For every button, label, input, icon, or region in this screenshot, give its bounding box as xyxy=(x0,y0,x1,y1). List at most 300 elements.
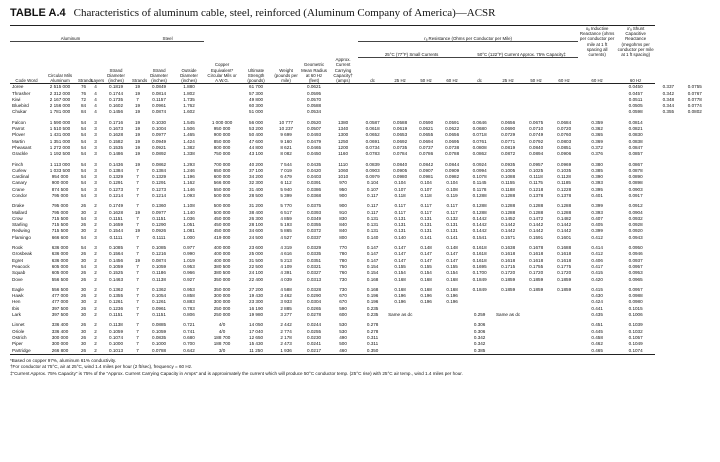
table-cell: 7 xyxy=(136,186,139,192)
table-cell: 3 xyxy=(94,132,97,138)
table-cell: 0.0450 xyxy=(628,84,643,90)
table-cell: 12 650 xyxy=(249,334,264,340)
table-cell: 0.1442 xyxy=(557,222,572,228)
table-cell: 0.1151 xyxy=(109,215,123,221)
header-current-capacity: Approx. Current Carrying Capacity† (amps) xyxy=(328,57,358,84)
table-cell: 3 xyxy=(94,192,97,198)
table-cell: 26 xyxy=(80,334,87,340)
table-cell xyxy=(358,84,387,91)
table-cell: 19 xyxy=(134,228,141,234)
table-cell: 0.196 xyxy=(420,299,432,305)
table-cell: 0.0737 xyxy=(419,144,434,150)
table-cell: 3 xyxy=(94,119,97,125)
table-cell: 0.147 xyxy=(420,251,432,257)
table-cell: 0.0857 xyxy=(628,151,643,157)
table-cell xyxy=(494,348,522,355)
table-cell: 0.1145 xyxy=(472,180,487,186)
table-cell: 419 000 xyxy=(213,234,231,240)
table-cell: 0.0802 xyxy=(687,109,702,115)
table-cell: 0.0735 xyxy=(393,144,408,150)
table-cell: 0.1775 xyxy=(557,263,572,269)
table-cell: 0.0921 xyxy=(152,144,167,150)
table-cell: 19 430 xyxy=(249,293,264,299)
table-cell: 950 000 xyxy=(213,126,231,132)
table-cell: 6 479 xyxy=(280,174,292,180)
table-cell: 57 300 xyxy=(249,90,264,96)
table-cell: 0.0351 xyxy=(307,257,322,263)
table-cell: 7 xyxy=(136,334,139,340)
table-cell: 0.1186 xyxy=(152,270,166,276)
table-cell: 0.1591 xyxy=(529,234,544,240)
table-cell: 6 112 xyxy=(280,180,292,186)
table-cell: 19 xyxy=(134,151,141,157)
table-cell: 0.405 xyxy=(591,222,603,228)
code-word-cell: Pheasant xyxy=(12,144,32,150)
table-cell: 28 100 xyxy=(249,222,264,228)
table-cell: 54 xyxy=(80,234,87,240)
table-cell: 0.0241 xyxy=(307,341,322,347)
table-cell: 1.735 xyxy=(183,96,195,102)
table-cell: 30 xyxy=(80,286,87,292)
table-cell: 0.131 xyxy=(446,228,458,234)
table-cell: 4 xyxy=(94,109,97,115)
table-cell: 0.1618 xyxy=(501,257,516,263)
table-cell: 0.0874 xyxy=(152,109,167,115)
table-cell: 550 000 xyxy=(213,186,231,192)
table-cell: 0.0808 xyxy=(472,144,487,150)
table-cell: 72 xyxy=(80,96,87,102)
table-cell: 0.147 xyxy=(394,251,406,257)
table-cell: 900 xyxy=(339,192,347,198)
table-cell: 0.0898 xyxy=(628,180,643,186)
table-cell: 7 xyxy=(136,192,139,198)
table-cell: 19 xyxy=(134,138,141,144)
table-cell: 0.1442 xyxy=(501,228,516,234)
table-cell: 250 000 xyxy=(213,312,231,318)
table-cell: 0.741 xyxy=(183,328,195,334)
table-cell: 0.1118 xyxy=(529,174,543,180)
table-cell: 0.1442 xyxy=(557,228,572,234)
table-cell: 0.0803 xyxy=(557,138,572,144)
table-cell: 0.376 xyxy=(591,151,603,157)
table-cell: 0.1436 xyxy=(108,161,124,167)
table-cell: 0.412 xyxy=(591,234,603,240)
steel-group-header: Steel xyxy=(131,26,204,42)
table-cell: 19 xyxy=(134,144,141,150)
table-cell: 0.0953 xyxy=(628,270,643,276)
table-cell: 1.108 xyxy=(183,203,195,209)
table-cell: 840 xyxy=(339,228,347,234)
table-cell: 0.1288 xyxy=(501,192,516,198)
table-cell: 0.1442 xyxy=(501,222,516,228)
table-cell: 400 000 xyxy=(213,251,231,257)
table-cell: 0.0337 xyxy=(307,234,322,240)
table-cell: 0.1175 xyxy=(529,180,543,186)
code-word-cell: Thrasher xyxy=(12,90,31,96)
table-cell: 900 000 xyxy=(213,132,231,138)
table-cell: 450 000 xyxy=(213,228,231,234)
table-cell: 28 500 xyxy=(249,192,264,198)
table-row xyxy=(10,158,708,168)
table-cell: 0.1185 xyxy=(557,180,571,186)
table-cell: 5 865 xyxy=(280,228,292,234)
table-cell: 7 xyxy=(136,270,139,276)
table-cell: 0.0619 xyxy=(393,126,408,132)
code-word-cell: Parrot xyxy=(12,126,25,132)
table-cell: 3 xyxy=(94,167,97,173)
table-cell: 1 272 000 xyxy=(49,144,71,150)
table-cell: 556 500 xyxy=(51,286,69,292)
table-cell: 0.1618 xyxy=(529,257,544,263)
header-st-strand-diameter: Strand Diameter (inches) xyxy=(144,57,174,84)
table-cell: 0.131 xyxy=(420,222,432,228)
table-cell: 0.858 xyxy=(183,293,195,299)
table-cell: 8 082 xyxy=(280,151,292,157)
table-cell: 0.1155 xyxy=(501,180,515,186)
table-cell: 4 588 xyxy=(280,286,292,292)
table-cell: 0.1819 xyxy=(108,84,124,90)
table-cell: 7 xyxy=(136,245,139,251)
table-cell: 0.0734 xyxy=(365,144,380,150)
table-cell: 0.359 xyxy=(591,119,603,125)
table-cell: 0.355 xyxy=(662,109,675,115)
table-cell: 3 xyxy=(94,144,97,150)
table-cell: 2 774 xyxy=(280,328,292,334)
table-cell: 910 xyxy=(339,209,347,215)
table-cell: 0.196 xyxy=(394,293,406,299)
table-cell: 0.0821 xyxy=(628,126,643,132)
table-cell: 0.0907 xyxy=(419,167,434,173)
table-cell: 0.0595 xyxy=(307,90,322,96)
table-cell: 54 xyxy=(80,245,87,251)
table-cell xyxy=(494,84,522,91)
code-word-cell: Cardinal xyxy=(12,174,30,180)
table-cell: 0.0349 xyxy=(307,215,322,221)
code-word-cell: Redwing xyxy=(12,228,30,234)
table-cell: 0.0890 xyxy=(628,174,643,180)
table-cell: 0.1000 xyxy=(108,341,124,347)
table-cell: 3/0 xyxy=(204,348,240,355)
table-cell: 3 xyxy=(94,186,97,192)
code-word-cell: Mallard xyxy=(12,209,28,215)
table-cell: 2 xyxy=(94,228,97,234)
table-cell: 0.0507 xyxy=(307,126,322,132)
table-cell: 0.1059 xyxy=(152,328,167,334)
code-word-cell: Plover xyxy=(12,132,26,138)
table-cell: 0.1214 xyxy=(108,192,124,198)
table-cell: 600 xyxy=(339,312,347,318)
table-cell: 7 xyxy=(136,312,139,318)
table-cell: 31 400 xyxy=(249,186,264,192)
table-cell: 0.0814 xyxy=(628,119,643,125)
table-cell: 0.1138 xyxy=(152,276,166,282)
table-cell: 0.0950 xyxy=(628,245,643,251)
table-cell: 0.0217 xyxy=(300,348,328,355)
table-cell: 0.462 xyxy=(591,341,603,347)
table-cell: 0.0520 xyxy=(307,119,322,125)
table-cell: 0.721 xyxy=(183,322,195,328)
table-cell: 0.0878 xyxy=(628,167,643,173)
table-cell: 0.148 xyxy=(420,245,432,251)
table-cell: 0.0327 xyxy=(307,270,322,276)
code-word-cell: Piper xyxy=(12,341,23,347)
table-cell: 715 500 xyxy=(51,222,69,228)
table-cell: 0.0695 xyxy=(445,138,460,144)
table-cell: 0.0969 xyxy=(557,161,572,167)
table-cell: 0.0844 xyxy=(445,161,460,167)
table-cell: 26 xyxy=(80,222,87,228)
code-word-cell: Chukar xyxy=(12,109,27,115)
table-cell: 0.147 xyxy=(394,245,406,251)
table-cell: 1300 xyxy=(337,132,349,138)
table-cell: 0.1628 xyxy=(108,132,124,138)
table-cell: 26 xyxy=(77,348,90,355)
table-cell: 7 xyxy=(136,180,139,186)
table-cell: 0.0329 xyxy=(307,245,322,251)
table-row xyxy=(10,348,708,355)
table-cell: 2 xyxy=(90,348,101,355)
table-cell: 26 xyxy=(80,305,87,311)
table-cell: 0.0977 xyxy=(152,209,167,215)
table-cell: 22 400 xyxy=(249,276,264,282)
table-cell: 4 xyxy=(94,96,97,102)
table-cell: 700 000 xyxy=(213,161,231,167)
code-word-cell: Flamingo xyxy=(12,234,31,240)
table-cell: 0.147 xyxy=(420,257,432,263)
table-cell: 0.0290 xyxy=(307,293,322,299)
header-al-strand-diameter: Strand Diameter (inches) xyxy=(101,57,131,84)
table-cell: 0.1059 xyxy=(108,328,124,334)
table-cell: 7 xyxy=(136,276,139,282)
code-word-cell: Drake xyxy=(12,203,25,209)
table-cell: 0.0849 xyxy=(152,84,167,90)
table-cell: 477 000 xyxy=(51,293,69,299)
table-cell: 715 500 xyxy=(51,228,69,234)
table-cell: 490 xyxy=(339,334,347,340)
table-cell: 0.0961 xyxy=(152,305,167,311)
table-cell: 0.1378 xyxy=(529,192,544,198)
table-cell: 0.401 xyxy=(591,192,603,198)
table-cell: 0.1329 xyxy=(108,174,124,180)
table-cell: 0.196 xyxy=(366,293,379,299)
table-cell: 0.118 xyxy=(394,192,406,198)
table-cell: 566 000 xyxy=(213,180,231,186)
table-cell xyxy=(578,84,616,91)
table-cell: 0.424 xyxy=(591,299,603,305)
code-word-cell: Grackle xyxy=(12,151,28,157)
table-cell: 0.1360 xyxy=(152,203,167,209)
table-cell: 0.235 xyxy=(366,305,379,311)
table-cell: 7 xyxy=(136,203,139,209)
table-cell: 0.0680 xyxy=(472,126,487,132)
table-cell: 0.1015 xyxy=(628,305,643,311)
table-cell: 4/0 xyxy=(218,328,226,334)
table-cell: 2 xyxy=(94,209,97,215)
table-cell: 1.880 xyxy=(183,84,195,90)
table-cell: 0.953 xyxy=(183,286,195,292)
table-cell xyxy=(328,84,358,91)
table-cell: 0.141 xyxy=(446,234,458,240)
table-row xyxy=(10,241,708,251)
table-cell: 2 885 xyxy=(280,305,292,311)
table-cell: 840 xyxy=(339,222,347,228)
table-cell: 19 xyxy=(134,119,141,125)
table-cell: 0.1138 xyxy=(109,322,123,328)
table-cell: 0.1214 xyxy=(152,192,167,198)
table-cell: 0.0335 xyxy=(307,251,322,257)
table-cell: 0.1288 xyxy=(529,209,544,215)
table-cell: 51 000 xyxy=(249,109,264,115)
table-cell: 0.1290 xyxy=(152,222,167,228)
table-row xyxy=(10,283,708,293)
table-cell: 0.168 xyxy=(420,276,432,282)
table-cell: 19 xyxy=(134,126,141,132)
table-cell: 0.393 xyxy=(591,180,603,186)
table-cell: 1 033 500 xyxy=(49,167,71,173)
table-cell: 0.1849 xyxy=(472,276,487,282)
table-cell: 0.0949 xyxy=(152,138,167,144)
table-cell: 0.1659 xyxy=(108,222,124,228)
table-cell: 0.0368 xyxy=(307,192,322,198)
table-cell: 0.0904 xyxy=(628,209,643,215)
table-cell: 0.1006 xyxy=(628,312,643,318)
table-cell: 0.0420 xyxy=(307,167,322,173)
code-word-cell: Martin xyxy=(12,138,25,144)
table-cell: 266 800 xyxy=(43,348,77,355)
table-cell: 0.0692 xyxy=(393,138,408,144)
table-cell: 0.0980 xyxy=(393,174,408,180)
header-al-strands: Strands xyxy=(77,57,90,84)
table-cell: 11 250 xyxy=(240,348,272,355)
table-cell: 1.036 xyxy=(183,215,195,221)
table-cell: 0.117 xyxy=(367,209,379,215)
table-cell xyxy=(550,84,578,91)
table-cell xyxy=(465,84,494,91)
table-cell: 0.1849 xyxy=(472,286,487,292)
table-cell: 0.0622 xyxy=(445,126,460,132)
table-cell: 0.417 xyxy=(591,263,603,269)
table-cell: 0.1288 xyxy=(557,209,572,215)
table-cell: 795 000 xyxy=(51,203,69,209)
table-cell: 26 300 xyxy=(249,215,264,221)
table-cell: 0.412 xyxy=(591,251,603,257)
table-cell: 800 000 xyxy=(213,144,231,150)
code-word-cell: Peacock xyxy=(12,263,30,269)
table-cell: 54 xyxy=(80,151,87,157)
table-cell: 400 000 xyxy=(213,257,231,263)
table-cell: 0.306 xyxy=(473,328,486,334)
table-cell: 0.1288 xyxy=(557,203,572,209)
table-cell: 2 xyxy=(94,312,97,318)
table-cell: 0.147 xyxy=(366,251,379,257)
table-cell: 0.0465 xyxy=(307,144,322,150)
header-weight: Weight (pounds per mile) xyxy=(272,57,300,84)
table-cell: Same as dc xyxy=(388,312,413,318)
table-cell: 0.0977 xyxy=(152,132,167,138)
table-cell: 0.0375 xyxy=(307,203,322,209)
table-cell: 19 xyxy=(134,132,141,138)
table-cell: 2 xyxy=(94,222,97,228)
table-cell: 850 000 xyxy=(213,138,231,144)
table-cell: 670 xyxy=(339,299,347,305)
table-cell: 0.927 xyxy=(183,276,195,282)
table-cell: 0.107 xyxy=(420,186,432,192)
table-cell: 0.415 xyxy=(591,286,603,292)
inductive-reactance-header: xₐ Inductive Reactance (ohms per conductor per mile at 1 ft spacing all currents) xyxy=(579,26,615,58)
table-cell: 47 600 xyxy=(249,138,264,144)
table-cell: 900 000 xyxy=(51,180,69,186)
table-cell: 0.147 xyxy=(446,257,458,263)
approx-capacity-header: 50°C (122°F) Current Approx. 75% Capacity‡ xyxy=(465,41,578,57)
table-cell: 30 xyxy=(80,341,87,347)
table-cell: 0.0840 xyxy=(393,161,408,167)
table-cell: 874 500 xyxy=(51,186,69,192)
table-cell: 0.1618 xyxy=(529,251,544,257)
table-cell: 2 xyxy=(94,305,97,311)
table-cell: 4 109 xyxy=(280,263,292,269)
table-cell: 0.680 xyxy=(183,334,195,340)
table-cell: 0.642 xyxy=(174,348,204,355)
table-cell: 19 xyxy=(134,109,141,115)
table-cell: 0.168 xyxy=(420,286,432,292)
header-small-50hz: 50 Hz xyxy=(413,57,439,84)
table-cell: 750 xyxy=(339,263,347,269)
table-cell: 0.1013 xyxy=(101,348,131,355)
table-cell: 0.465 xyxy=(578,348,616,355)
table-cell: 0.1456 xyxy=(108,109,124,115)
table-cell: 0.0511 xyxy=(628,96,643,102)
table-cell: 0.147 xyxy=(366,257,379,263)
table-cell: 3 xyxy=(94,138,97,144)
table-cell xyxy=(522,348,550,355)
table-cell: 0.168 xyxy=(446,276,458,282)
table-cell xyxy=(550,318,578,328)
table-label: TABLE A.4 xyxy=(10,7,66,19)
table-cell: 44 800 xyxy=(249,144,264,150)
table-cell: 60 300 xyxy=(249,103,264,109)
code-word-cell: Partridge xyxy=(10,348,43,355)
table-cell: 0.395 xyxy=(591,186,603,192)
table-cell: 0.1273 xyxy=(108,186,124,192)
code-word-cell: Hawk xyxy=(12,293,24,299)
table-cell: 0.0691 xyxy=(365,138,380,144)
table-cell: 4 616 xyxy=(280,251,292,257)
table-cell: 0.0981 xyxy=(419,174,434,180)
table-cell: 0.0393 xyxy=(307,209,322,215)
table-cell: 800 xyxy=(339,234,347,240)
table-cell: 0.0774 xyxy=(687,103,702,109)
table-cell: 0.700 xyxy=(183,341,195,347)
table-cell: 3 xyxy=(94,263,97,269)
table-cell: 4 xyxy=(94,84,97,90)
table-cell: 61 700 xyxy=(249,84,264,90)
table-cell: 0.1678 xyxy=(529,245,544,251)
table-cell: 0.1859 xyxy=(529,276,544,282)
table-cell: 950 xyxy=(339,186,347,192)
table-cell: 0.1288 xyxy=(529,203,544,209)
table-cell: 2 xyxy=(94,286,97,292)
table-cell xyxy=(272,84,300,91)
table-cell: 1200 xyxy=(337,144,349,150)
table-cell: 3 xyxy=(94,161,97,167)
table-cell: 0.0690 xyxy=(501,126,516,132)
table-cell: 0.1085 xyxy=(152,245,167,251)
table-cell: 0.132 xyxy=(446,215,458,221)
table-cell: 3 xyxy=(94,215,97,221)
table-cell: 0.311 xyxy=(367,341,379,347)
table-cell: 0.131 xyxy=(394,228,406,234)
table-cell: 19 xyxy=(134,161,141,167)
